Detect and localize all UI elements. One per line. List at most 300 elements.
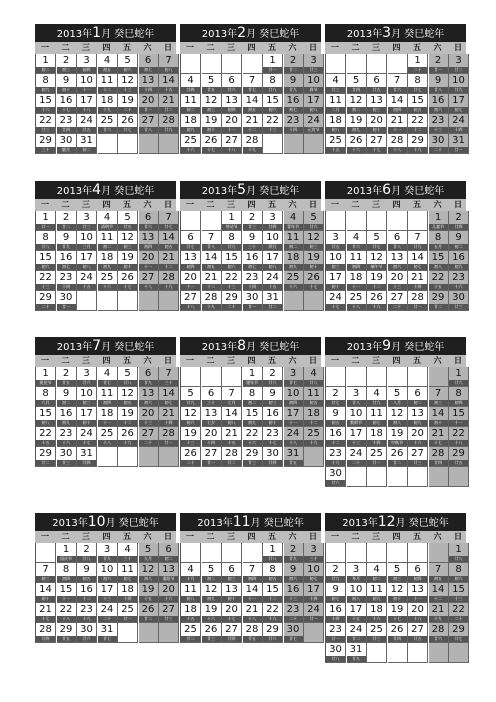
- lunar-date: 廿六: [304, 224, 323, 230]
- day-cell: [202, 387, 222, 407]
- day-number: 9: [289, 75, 297, 86]
- lunar-date: 初六: [263, 107, 282, 113]
- day-cell: [118, 387, 138, 407]
- lunar-date: 初二: [367, 576, 386, 582]
- lunar-date: 初七: [304, 576, 323, 582]
- day-cell: [98, 427, 118, 447]
- day-number: 14: [162, 388, 175, 399]
- weekday-label: 五: [268, 200, 276, 209]
- weekday-label: 日: [454, 43, 462, 52]
- day-number: 5: [310, 212, 317, 223]
- lunar-date: 春节: [304, 87, 323, 93]
- lunar-date: 廿二: [159, 107, 178, 113]
- day-cell: [202, 114, 222, 134]
- lunar-date: 廿三: [243, 460, 262, 466]
- day-number: 28: [245, 135, 259, 146]
- day-cell: [36, 447, 56, 467]
- lunar-date: 初八: [263, 264, 282, 270]
- lunar-date: 二十: [222, 304, 241, 310]
- day-cell: [388, 407, 408, 427]
- day-cell: [222, 211, 242, 231]
- lunar-date: 廿二: [181, 636, 200, 642]
- lunar-date: 廿八: [429, 87, 448, 93]
- day-number: 18: [286, 252, 300, 263]
- empty-cell: [367, 54, 387, 74]
- day-cell: [326, 134, 346, 154]
- day-number: 5: [393, 388, 401, 399]
- month-title: [180, 181, 321, 199]
- title-year: 2013年: [52, 518, 88, 529]
- day-number: 28: [39, 624, 52, 635]
- day-number: 16: [59, 252, 73, 263]
- day-number: 24: [452, 115, 465, 126]
- title-suffix: 月 癸巳蛇年: [105, 518, 159, 529]
- lunar-date: 廿三: [326, 87, 345, 93]
- month-calendar: [180, 24, 321, 154]
- lunar-date: 十三: [139, 420, 158, 426]
- day-number: 15: [266, 584, 279, 595]
- day-cell: [159, 583, 179, 603]
- day-cell: [243, 447, 263, 467]
- day-number: 9: [62, 388, 70, 399]
- day-number: 16: [245, 252, 259, 263]
- day-number: 24: [286, 428, 300, 439]
- empty-cell: [202, 54, 222, 74]
- day-number: 7: [42, 564, 49, 575]
- day-number: 10: [286, 388, 300, 399]
- empty-cell: [388, 543, 408, 563]
- day-cell: [243, 134, 263, 154]
- day-cell: [159, 271, 179, 291]
- day-number: 15: [59, 584, 73, 595]
- day-number: 2: [83, 544, 90, 555]
- day-number: 3: [83, 55, 90, 66]
- lunar-date: 廿四: [57, 127, 76, 133]
- day-cell: [181, 427, 201, 447]
- day-cell: [284, 583, 304, 603]
- lunar-date: 初十: [263, 420, 282, 426]
- lunar-date: 十六: [367, 616, 386, 622]
- day-cell: [388, 271, 408, 291]
- title-suffix: 月 癸巳蛇年: [246, 29, 300, 40]
- day-number: 8: [62, 564, 70, 575]
- day-cell: [326, 563, 346, 583]
- empty-cell: [326, 54, 346, 74]
- lunar-date: 廿二: [347, 636, 366, 642]
- lunar-date: 十六: [181, 147, 200, 153]
- day-cell: [118, 563, 138, 583]
- day-cell: [159, 94, 179, 114]
- empty-cell: [347, 54, 367, 74]
- day-cell: [57, 387, 77, 407]
- day-cell: [429, 251, 449, 271]
- day-cell: [326, 231, 346, 251]
- day-number: 13: [204, 408, 218, 419]
- day-number: 11: [286, 232, 300, 243]
- day-number: 31: [349, 644, 363, 655]
- lunar-date: 初十: [57, 87, 76, 93]
- lunar-date: 十二: [326, 440, 345, 446]
- day-number: 28: [162, 272, 175, 283]
- day-cell: [429, 387, 449, 407]
- day-number: 26: [141, 604, 155, 615]
- lunar-date: 廿九: [347, 656, 366, 662]
- lunar-date: 廿六: [388, 87, 407, 93]
- day-number: 27: [162, 604, 175, 615]
- day-cell: [449, 231, 469, 251]
- day-cell: [388, 427, 408, 447]
- day-number: 13: [225, 95, 238, 106]
- day-number: 30: [329, 644, 342, 655]
- day-number: 4: [352, 232, 360, 243]
- day-number: 14: [411, 252, 424, 263]
- day-cell: [57, 74, 77, 94]
- lunar-date: 十一: [408, 596, 427, 602]
- day-number: 24: [349, 448, 363, 459]
- lunar-date: 初三: [202, 107, 221, 113]
- day-cell: [429, 74, 449, 94]
- day-number: 29: [225, 292, 238, 303]
- weekday-label: 四: [392, 532, 401, 541]
- day-cell: [243, 231, 263, 251]
- day-number: 7: [165, 212, 172, 223]
- day-cell: [408, 447, 428, 467]
- day-number: 17: [286, 408, 300, 419]
- lunar-date: 初十: [304, 264, 323, 270]
- lunar-date: 教师节: [347, 420, 366, 426]
- day-cell: [139, 583, 159, 603]
- month-calendar: [35, 513, 176, 643]
- weekday-label: 三: [82, 43, 90, 52]
- day-number: 2: [62, 55, 70, 66]
- lunar-date: 十三: [263, 127, 282, 133]
- lunar-date: 初五: [98, 67, 117, 73]
- day-cell: [263, 271, 283, 291]
- title-year: 2013年: [201, 186, 238, 197]
- day-number: 29: [59, 624, 73, 635]
- weekday-label: 一: [41, 200, 49, 209]
- day-number: 2: [332, 388, 339, 399]
- day-number: 30: [286, 624, 300, 635]
- lunar-date: 十六: [347, 147, 366, 153]
- lunar-date: 十六: [57, 440, 76, 446]
- day-number: 3: [352, 388, 360, 399]
- lunar-date: 十四: [304, 596, 323, 602]
- day-number: 9: [332, 408, 339, 419]
- day-number: 21: [431, 604, 445, 615]
- day-cell: [326, 427, 346, 447]
- lunar-date: 十八: [284, 440, 303, 446]
- lunar-date: 初三: [222, 576, 241, 582]
- lunar-date: 廿二: [449, 67, 468, 73]
- day-cell: [77, 54, 97, 74]
- day-cell: [159, 74, 179, 94]
- day-cell: [367, 563, 387, 583]
- day-cell: [181, 407, 201, 427]
- day-number: 29: [411, 135, 424, 146]
- day-number: 1: [414, 55, 421, 66]
- lunar-date: 初十: [367, 127, 386, 133]
- day-number: 2: [289, 55, 297, 66]
- day-cell: [388, 563, 408, 583]
- day-number: 7: [165, 55, 172, 66]
- day-cell: [181, 251, 201, 271]
- day-cell: [36, 387, 56, 407]
- day-cell: [77, 367, 97, 387]
- day-cell: [118, 367, 138, 387]
- day-cell: [139, 251, 159, 271]
- day-cell: [263, 211, 283, 231]
- day-number: 16: [80, 584, 93, 595]
- lunar-date: 廿五: [408, 636, 427, 642]
- day-cell: [36, 54, 56, 74]
- weekday-label: 六: [433, 43, 442, 52]
- day-cell: [347, 447, 367, 467]
- lunar-date: 二十: [347, 460, 366, 466]
- empty-cell: [139, 447, 159, 467]
- lunar-date: 十八: [222, 147, 241, 153]
- day-cell: [284, 407, 304, 427]
- day-number: 29: [39, 135, 52, 146]
- empty-cell: [347, 367, 367, 387]
- day-number: 14: [225, 408, 238, 419]
- day-number: 8: [42, 388, 49, 399]
- day-cell: [139, 54, 159, 74]
- day-cell: [367, 134, 387, 154]
- day-number: 20: [141, 252, 155, 263]
- day-cell: [139, 603, 159, 623]
- lunar-date: 初三: [429, 400, 448, 406]
- day-number: 15: [245, 408, 259, 419]
- day-cell: [304, 251, 324, 271]
- lunar-date: 劳动节: [222, 224, 241, 230]
- day-cell: [347, 563, 367, 583]
- day-number: 4: [187, 564, 194, 575]
- day-number: 12: [121, 75, 134, 86]
- day-cell: [347, 94, 367, 114]
- day-cell: [326, 251, 346, 271]
- day-number: 7: [248, 75, 256, 86]
- day-cell: [202, 583, 222, 603]
- lunar-date: 廿五: [118, 224, 137, 230]
- day-number: 26: [349, 135, 363, 146]
- day-cell: [36, 623, 56, 643]
- lunar-date: 初七: [159, 400, 178, 406]
- day-cell: [181, 447, 201, 467]
- day-cell: [36, 291, 56, 311]
- weekday-header: [180, 199, 321, 211]
- day-cell: [36, 211, 56, 231]
- lunar-date: 十一: [139, 264, 158, 270]
- day-number: 11: [329, 95, 342, 106]
- day-cell: [449, 407, 469, 427]
- day-cell: [202, 134, 222, 154]
- day-number: 29: [452, 448, 465, 459]
- lunar-date: 初九: [449, 264, 468, 270]
- lunar-date: 十三: [222, 284, 241, 290]
- day-cell: [263, 74, 283, 94]
- day-cell: [77, 94, 97, 114]
- day-cell: [326, 291, 346, 311]
- day-cell: [347, 427, 367, 447]
- day-cell: [98, 74, 118, 94]
- day-number: 11: [100, 75, 114, 86]
- weekday-label: 四: [102, 356, 111, 365]
- weekday-label: 日: [309, 43, 317, 52]
- lunar-date: 初二: [181, 107, 200, 113]
- day-cell: [304, 563, 324, 583]
- empty-cell: [98, 447, 118, 467]
- lunar-date: 廿三: [159, 616, 178, 622]
- lunar-date: 十七: [388, 616, 407, 622]
- day-cell: [77, 623, 97, 643]
- weekday-label: 六: [288, 43, 297, 52]
- empty-cell: [222, 367, 242, 387]
- day-number: 21: [162, 95, 175, 106]
- title-year: 2013年: [346, 29, 383, 40]
- day-cell: [159, 231, 179, 251]
- day-number: 27: [225, 135, 238, 146]
- day-number: 11: [100, 232, 114, 243]
- day-cell: [449, 583, 469, 603]
- day-grid: [180, 211, 321, 311]
- weekday-label: 五: [413, 532, 421, 541]
- lunar-date: 十九: [98, 107, 117, 113]
- day-number: 4: [103, 55, 111, 66]
- day-number: 11: [184, 95, 197, 106]
- lunar-date: 初十: [388, 596, 407, 602]
- day-number: 3: [352, 564, 360, 575]
- lunar-date: 十四: [408, 284, 427, 290]
- day-cell: [388, 447, 408, 467]
- day-cell: [408, 94, 428, 114]
- lunar-date: 十六: [449, 284, 468, 290]
- day-cell: [57, 134, 77, 154]
- day-cell: [243, 387, 263, 407]
- lunar-date: 十三: [181, 440, 200, 446]
- day-cell: [408, 291, 428, 311]
- day-cell: [222, 94, 242, 114]
- day-number: 16: [329, 428, 342, 439]
- lunar-date: 十三: [388, 284, 407, 290]
- day-cell: [304, 74, 324, 94]
- month-title: [325, 337, 466, 355]
- day-number: 21: [411, 272, 424, 283]
- lunar-date: 初十: [202, 127, 221, 133]
- day-number: 28: [225, 448, 238, 459]
- lunar-date: 廿四: [36, 636, 55, 642]
- empty-cell: [367, 367, 387, 387]
- lunar-date: 十六: [243, 440, 262, 446]
- weekday-label: 日: [309, 532, 317, 541]
- month-title: [325, 181, 466, 199]
- weekday-label: 六: [433, 200, 442, 209]
- day-cell: [98, 583, 118, 603]
- lunar-date: 十四: [57, 284, 76, 290]
- day-cell: [118, 603, 138, 623]
- day-number: 20: [411, 428, 424, 439]
- day-number: 14: [204, 252, 218, 263]
- lunar-date: 初六: [222, 264, 241, 270]
- day-number: 11: [370, 584, 383, 595]
- day-cell: [202, 407, 222, 427]
- day-number: 16: [266, 408, 279, 419]
- empty-cell: [304, 134, 324, 154]
- lunar-date: 初五: [408, 107, 427, 113]
- day-cell: [98, 114, 118, 134]
- title-year: 2013年: [342, 518, 378, 529]
- month-title: [325, 513, 466, 531]
- month-title: [35, 181, 176, 199]
- day-number: 19: [390, 428, 404, 439]
- title-suffix: 月 癸巳蛇年: [101, 342, 155, 353]
- weekday-label: 三: [372, 356, 380, 365]
- day-number: 24: [266, 272, 279, 283]
- lunar-date: 十一: [77, 87, 96, 93]
- lunar-date: 十二: [98, 87, 117, 93]
- lunar-date: 初五: [326, 420, 345, 426]
- day-number: 16: [59, 408, 73, 419]
- title-month-number: 3: [382, 25, 392, 41]
- day-number: 7: [434, 564, 442, 575]
- lunar-date: 十四: [326, 616, 345, 622]
- weekday-label: 三: [372, 200, 380, 209]
- day-number: 10: [307, 564, 320, 575]
- lunar-date: 初四: [57, 576, 76, 582]
- weekday-label: 三: [227, 356, 235, 365]
- day-cell: [57, 211, 77, 231]
- lunar-date: 初八: [429, 264, 448, 270]
- day-cell: [98, 367, 118, 387]
- day-number: 22: [245, 428, 259, 439]
- lunar-date: 廿三: [449, 304, 468, 310]
- day-number: 31: [266, 292, 279, 303]
- day-cell: [284, 114, 304, 134]
- day-cell: [139, 407, 159, 427]
- lunar-date: 十四: [202, 440, 221, 446]
- lunar-date: 廿一: [159, 440, 178, 446]
- empty-cell: [388, 367, 408, 387]
- lunar-date: 十七: [326, 304, 345, 310]
- day-cell: [367, 447, 387, 467]
- day-cell: [159, 543, 179, 563]
- day-grid: [180, 543, 321, 643]
- day-cell: [284, 603, 304, 623]
- lunar-date: 初五: [304, 400, 323, 406]
- day-cell: [57, 54, 77, 74]
- day-cell: [347, 387, 367, 407]
- day-cell: [36, 114, 56, 134]
- lunar-date: 廿八: [263, 87, 282, 93]
- lunar-date: 初二: [159, 556, 178, 562]
- lunar-date: 廿四: [77, 460, 96, 466]
- weekday-label: 一: [331, 356, 339, 365]
- day-cell: [304, 54, 324, 74]
- title-suffix: 月 癸巳蛇年: [395, 518, 449, 529]
- day-number: 2: [62, 212, 70, 223]
- lunar-date: 十三: [118, 87, 137, 93]
- lunar-date: 十二: [429, 596, 448, 602]
- day-number: 17: [80, 95, 93, 106]
- day-cell: [449, 387, 469, 407]
- day-cell: [222, 427, 242, 447]
- weekday-label: 一: [41, 356, 49, 365]
- empty-cell: [98, 291, 118, 311]
- day-cell: [181, 74, 201, 94]
- lunar-date: 中秋节: [388, 440, 407, 446]
- day-number: 18: [100, 95, 114, 106]
- day-number: 19: [307, 252, 320, 263]
